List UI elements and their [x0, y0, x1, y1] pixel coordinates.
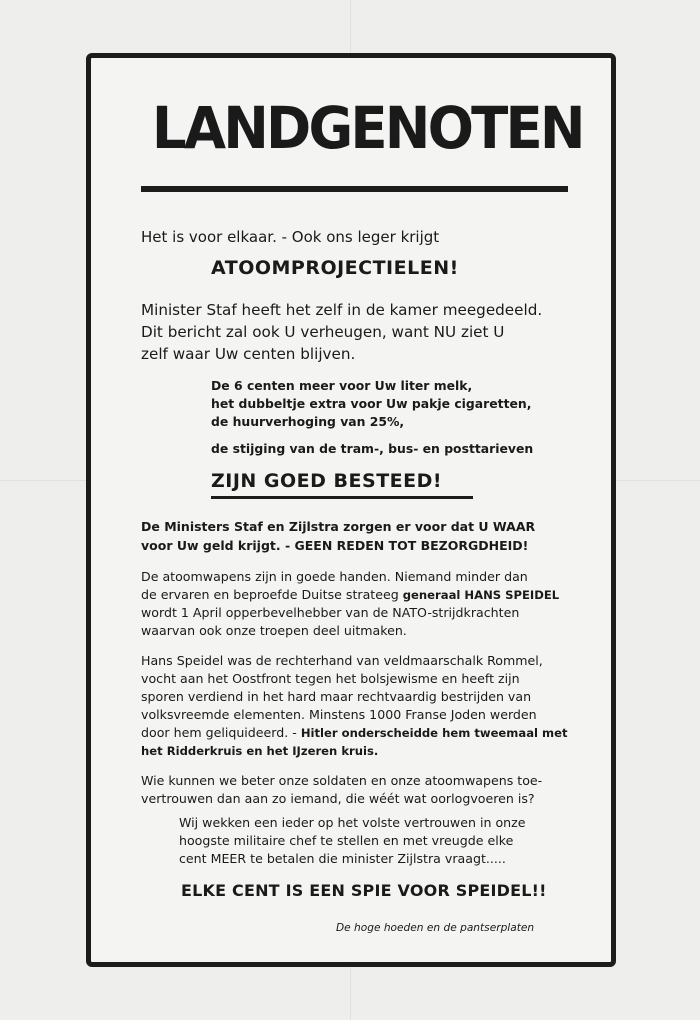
poster-headline: LANDGENOTEN: [151, 94, 583, 162]
paragraph-line: het Ridderkruis en het IJzeren kruis.: [141, 744, 379, 758]
ministers-line: De Ministers Staf en Zijlstra zorgen er voor dat U WAAR: [141, 519, 536, 534]
paragraph-line: volksvreemde elementen. Minstens 1000 Franse Joden werden: [141, 707, 537, 722]
paragraph-line: waarvan ook onze troepen deel uitmaken.: [141, 623, 407, 638]
paragraph-line: door hem geliquideerd. - Hitler onderscheidde hem tweemaal met: [141, 725, 568, 740]
slogan: ELKE CENT IS EEN SPIE VOOR SPEIDEL!!: [181, 881, 547, 900]
intro-line: Het is voor elkaar. - Ook ons leger krijgt: [141, 228, 440, 246]
paragraph-line: Wij wekken een ieder op het volste vertrouwen in onze: [179, 815, 526, 830]
paragraph-line: sporen verdiend in het hard maar rechtvaardig bestrijden van: [141, 689, 532, 704]
price-item: de huurverhoging van 25%,: [211, 414, 405, 429]
paragraph-line: wordt 1 April opperbevelhebber van de NATO-strijdkrachten: [141, 605, 520, 620]
hitler-line: Hitler onderscheidde hem tweemaal met: [300, 726, 568, 740]
headline-underline: [141, 186, 568, 192]
paragraph-line: de ervaren en beproefde Duitse strateeg generaal HANS SPEIDEL: [141, 587, 560, 602]
price-item: de stijging van de tram-, bus- en posttarieven: [211, 441, 534, 456]
goed-besteed-underline: [211, 496, 473, 499]
paragraph-line: cent MEER te betalen die minister Zijlstra vraagt.....: [179, 851, 506, 866]
paragraph-line: Minister Staf heeft het zelf in de kamer meegedeeld.: [141, 301, 543, 319]
paragraph-line: vocht aan het Oostfront tegen het bolsjewisme en heeft zijn: [141, 671, 520, 686]
goed-besteed-heading: ZIJN GOED BESTEED!: [211, 470, 443, 492]
paragraph-line: hoogste militaire chef te stellen en met vreugde elke: [179, 833, 514, 848]
paragraph-line: Dit bericht zal ook U verheugen, want NU ziet U: [141, 323, 505, 341]
paragraph-line: Wie kunnen we beter onze soldaten en onze atoomwapens toe-: [141, 773, 543, 788]
speidel-name: generaal HANS SPEIDEL: [402, 588, 560, 602]
paragraph-line: zelf waar Uw centen blijven.: [141, 345, 356, 363]
price-item: De 6 centen meer voor Uw liter melk,: [211, 378, 473, 393]
price-item: het dubbeltje extra voor Uw pakje cigaretten,: [211, 396, 532, 411]
paragraph-line: De atoomwapens zijn in goede handen. Niemand minder dan: [141, 569, 528, 584]
poster-frame: [86, 53, 616, 967]
ministers-line: voor Uw geld krijgt. - GEEN REDEN TOT BEZORGDHEID!: [141, 538, 529, 553]
paragraph-line: vertrouwen dan aan zo iemand, die wéét wat oorlogvoeren is?: [141, 791, 535, 806]
paragraph-line: Hans Speidel was de rechterhand van veldmaarschalk Rommel,: [141, 653, 543, 668]
signature: De hoge hoeden en de pantserplaten: [336, 922, 535, 934]
atoomprojectielen-heading: ATOOMPROJECTIELEN!: [211, 257, 459, 279]
